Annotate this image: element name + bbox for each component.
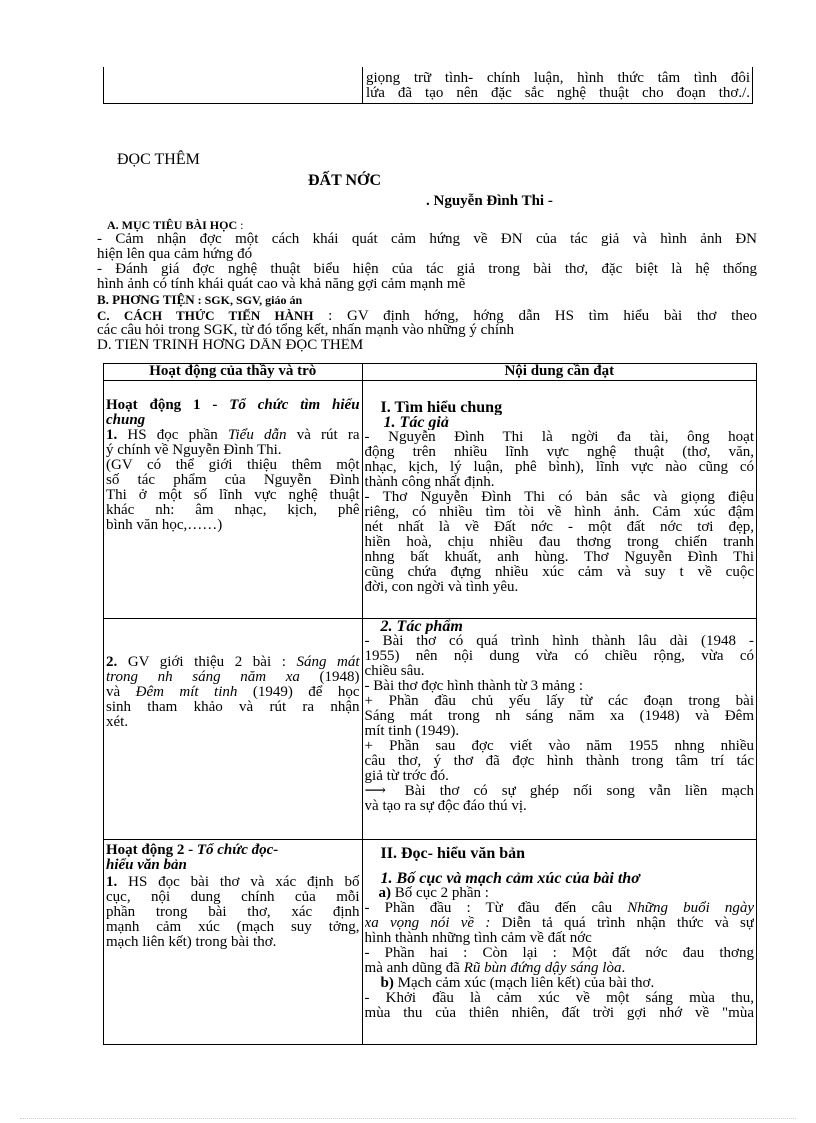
row1-right: [362, 381, 756, 619]
section-a-heading: A. MỤC TIÊU BÀI HỌC: [107, 218, 238, 232]
author-line-4: thành công nhất định.: [364, 475, 495, 490]
work-line-10: giả từ trớc đó.: [364, 769, 449, 784]
page-bottom-rule: [20, 1118, 796, 1119]
author-line-2: động trên nhiều lĩnh vực nghệ thuật (thơ, văn,: [364, 445, 754, 460]
structure-line-4: - Phần hai : Còn lại : Một đất nớc đau thơng: [364, 946, 754, 961]
table-row: [104, 840, 757, 1045]
author-line-7: nét nhất là về Đất nớc - một đất nớc tơi đẹp,: [364, 520, 754, 535]
arrow-icon: ⟶: [364, 784, 387, 799]
work-line-2: 1955) nên nội dung vừa có chiều rộng, vừa có: [364, 649, 754, 664]
structure-line-7: mùa thu của thiên nhiên, đất trời gợi nhớ về "mùa: [364, 1006, 754, 1021]
section-c-heading: C. CÁCH THỨC TIẾN HÀNH: [97, 308, 314, 323]
work-subheading: 2. Tác phẩm: [380, 619, 463, 634]
activity2-line-5: xét.: [106, 715, 129, 730]
structure-line-2: xa vọng nói về : Diễn tả quá trình nhận thức và sự: [364, 916, 754, 931]
activity1-line-4: số tác phẩm của Nguyễn Đình: [106, 473, 360, 488]
structure-line-5: mà anh dũng đã Rũ bùn đứng dậy sáng lòa.: [364, 961, 626, 976]
activity1-line-6: khác nh: âm nhạc, kịch, phê: [106, 503, 360, 518]
activity3-title: Hoạt động 2 - Tổ chức đọc-: [106, 843, 279, 858]
author-subheading: 1. Tác giả: [383, 415, 449, 430]
work-line-3: chiều sâu.: [364, 664, 425, 679]
section-c: [97, 308, 757, 323]
section-c-text: : GV định hớng, hớng dẫn HS tìm hiểu bài thơ theo: [313, 308, 757, 323]
row2-right: [362, 619, 756, 840]
section-b-heading: B. PHƠNG TIỆN: [97, 292, 195, 307]
structure-line-1: - Phần đầu : Từ đầu đến câu Những buổi ngày: [364, 901, 754, 916]
section-b: [97, 292, 757, 308]
work-line-1: - Bài thơ có quá trình hình thành lâu dài (1948 -: [364, 634, 754, 649]
section-a-line-1: - Cảm nhận đợc một cách khái quát cảm hứng về ĐN của tác giả và hình ảnh ĐN: [97, 232, 757, 247]
col2-header: Nội dung cần đạt: [362, 364, 756, 381]
author-line-1: - Nguyễn Đình Thi là ngời đa tài, ông hoạt: [364, 430, 754, 445]
activity1-line-1: 1. HS đọc phần Tiểu dẫn và rút ra: [106, 428, 360, 443]
table-row: [104, 381, 757, 619]
lesson-table: [103, 363, 757, 1045]
activity2-line-1: 2. GV giới thiệu 2 bài : Sáng mát: [106, 655, 360, 670]
row3-right: [362, 840, 756, 1045]
section-b-text: : SGK, SGV, giáo án: [194, 293, 303, 307]
structure-line-3: hình thành những tình cảm về đất nớc: [364, 931, 592, 946]
top-table-text: [366, 71, 750, 101]
page-title: ĐẤT NỚC: [308, 172, 382, 189]
activity1-line-3: (GV có thể giới thiệu thêm một: [106, 458, 360, 473]
doc-them-label: ĐỌC THÊM: [117, 151, 200, 168]
author-line-11: đời, con ngời và tình yêu.: [364, 580, 519, 595]
top-line-1: giọng trữ tình- chính luận, hình thức tâm tình đôi: [366, 71, 750, 86]
top-line-2: lứa đã tạo nên đặc sắc nghệ thuật cho đoạn thơ./.: [366, 86, 750, 101]
author-line-3: nhạc, kịch, lý luận, phê bình), lĩnh vực nào cũng có: [364, 460, 754, 475]
structure-line-6: - Khởi đầu là cảm xúc về một sáng mùa thu,: [364, 991, 754, 1006]
activity1-title: Hoạt động 1 - Tổ chức tìm hiểu: [106, 398, 360, 413]
row1-left: [104, 381, 363, 619]
author-line-9: nhng bất khuất, anh hùng. Thơ Nguyễn Đình Thi: [364, 550, 754, 565]
section-II-heading: II. Đọc- hiểu văn bản: [380, 846, 526, 861]
structure-subheading: 1. Bố cục và mạch cảm xúc của bài thơ: [380, 871, 640, 886]
section-a-line-3: - Đánh giá đợc nghệ thuật biểu hiện của tác giả trong bài thơ, đặc biệt là hệ thống: [97, 262, 757, 277]
top-table: [103, 67, 753, 104]
activity2-line-3: và Đêm mít tinh (1949) để học: [106, 685, 360, 700]
work-line-4: - Bài thơ đợc hình thành từ 3 mảng :: [364, 679, 584, 694]
section-a-line-2: hiện lên qua cảm hứng đó: [97, 247, 253, 262]
row2-left: [104, 619, 363, 840]
work-line-6: Sáng mát trong nh sáng năm xa (1948) và Đêm: [364, 709, 754, 724]
activity2-line-4: sinh tham khảo và rút ra nhận: [106, 700, 360, 715]
work-line-12: và tạo ra sự độc đáo thú vị.: [364, 799, 527, 814]
structure-b: b) Mạch cảm xúc (mạch liên kết) của bài thơ.: [380, 976, 655, 991]
author-line-8: hiền hoà, chịu nhiều đau thơng trong chiến tranh: [364, 535, 754, 550]
activity1-line-2: ý chính về Nguyễn Đình Thi.: [106, 443, 282, 458]
activity3-line-4: mạnh cảm xúc (mạch suy tởng,: [106, 920, 360, 935]
author-line-6: riêng, có nhiều tìm tòi về hình ảnh. Cảm xúc đậm: [364, 505, 754, 520]
section-a-line-4: hình ảnh có tính khái quát cao và khả năng gợi cảm mạnh mẽ: [97, 277, 466, 292]
activity3-line-2: cục, nội dung chính của mỗi: [106, 890, 360, 905]
section-a: [97, 218, 757, 352]
activity3-line-3: phần trong bài thơ, xác định: [106, 905, 360, 920]
col1-header: Hoạt động của thầy và trò: [104, 364, 363, 381]
table-row: [104, 619, 757, 840]
work-line-5: + Phần đầu chủ yếu lấy từ các đoạn trong bài: [364, 694, 754, 709]
work-line-8: + Phần sau đợc viết vào năm 1955 nhng nhiều: [364, 739, 754, 754]
top-table-divider: [362, 67, 363, 103]
activity2-line-2: trong nh sáng năm xa (1948): [106, 670, 360, 685]
table-header-row: [104, 364, 757, 381]
work-line-11: ⟶ Bài thơ có sự ghép nối song vẫn liền mạch: [364, 784, 754, 799]
activity3-title-cont: hiểu văn bản: [106, 858, 187, 873]
row3-left: [104, 840, 363, 1045]
activity1-line-5: Thi ở một số lĩnh vực nghệ thuật: [106, 488, 360, 503]
section-c-line-2: các câu hỏi trong SGK, từ đó tổng kết, nhấn mạnh vào những ý chính: [97, 323, 515, 338]
author-line-5: - Thơ Nguyễn Đình Thi có bản sắc và giọng điệu: [364, 490, 754, 505]
activity1-title-cont: chung: [106, 413, 146, 428]
section-d-heading: D. TIẾN TRÌNH HỚNG DẪN ĐỌC THÊM: [97, 338, 364, 352]
section-a-colon: :: [237, 218, 244, 232]
activity3-line-5: mạch liên kết) trong bài thơ.: [106, 935, 277, 950]
author-line: . Nguyễn Đình Thi -: [426, 193, 553, 209]
activity1-line-7: bình văn học,……): [106, 518, 223, 533]
work-line-9: câu thơ, ý thơ đã đợc hình thành trong tâm trí tác: [364, 754, 754, 769]
structure-a: a) Bố cục 2 phần :: [378, 886, 489, 901]
work-line-7: mít tinh (1949).: [364, 724, 460, 739]
activity3-line-1: 1. HS đọc bài thơ và xác định bố: [106, 875, 360, 890]
author-line-10: cũng chứa đựng nhiều xúc cảm và suy t về cuộc: [364, 565, 754, 580]
section-I-heading: I. Tìm hiểu chung: [380, 400, 503, 415]
